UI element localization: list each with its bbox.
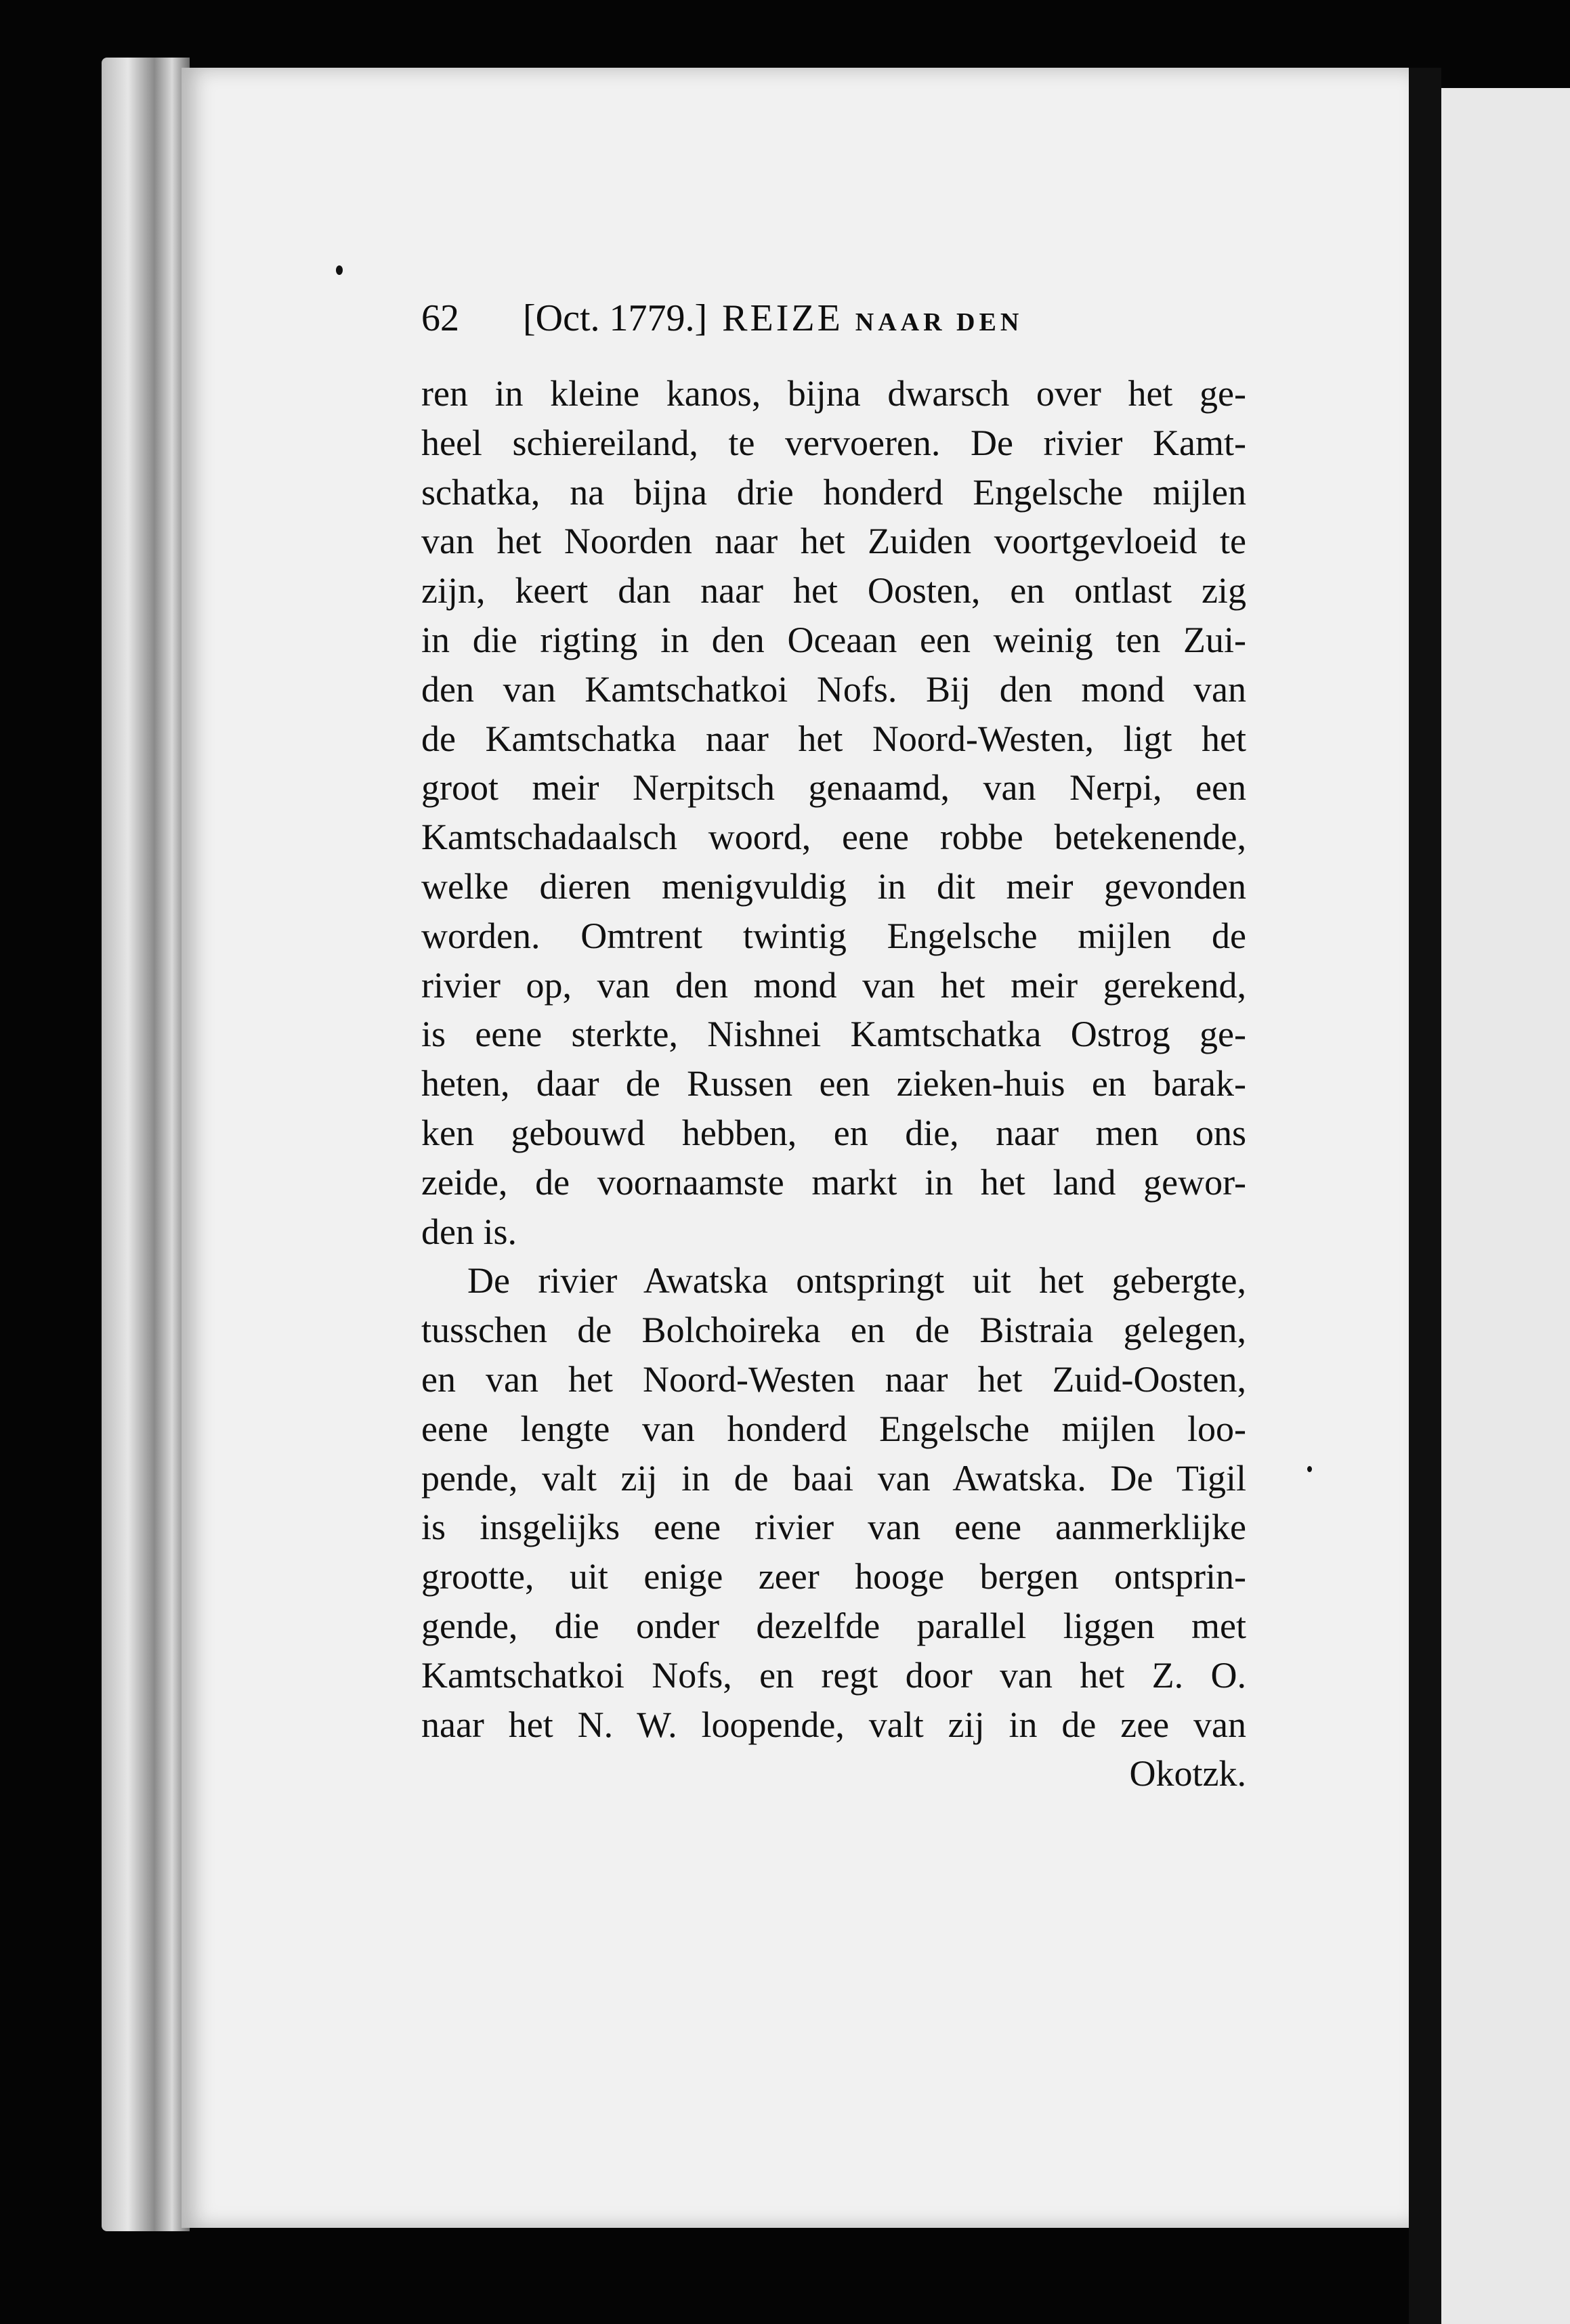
text-line: zijn, keert dan naar het Oosten, en ontlast zig [421, 570, 1246, 611]
catchword: Okotzk. [1129, 1753, 1246, 1794]
gutter-shadow [1409, 68, 1441, 2324]
ink-speck [336, 265, 343, 275]
stacked-page-edges [102, 58, 190, 2231]
text-line: ren in kleine kanos, bijna dwarsch over het ge- [421, 373, 1246, 414]
page-header [421, 295, 1261, 342]
page-number: 62 [421, 297, 459, 339]
text-line: de Kamtschatka naar het Noord-Westen, ligt het [421, 718, 1246, 759]
text-line: pende, valt zij in de baai van Awatska. De Tigil [421, 1457, 1246, 1499]
text-line: van het Noorden naar het Zuiden voortgevloeid te [421, 521, 1246, 562]
text-line: in die rigting in den Oceaan een weinig ten Zui- [421, 619, 1246, 660]
text-line: Kamtschadaalsch woord, eene robbe betekenende, [421, 817, 1246, 858]
running-head-title: REIZE [722, 297, 843, 339]
text-line: rivier op, van den mond van het meir gerekend, [421, 964, 1246, 1006]
text-line: en van het Noord-Westen naar het Zuid-Oosten, [421, 1358, 1246, 1400]
text-line: tusschen de Bolchoireka en de Bistraia gelegen, [421, 1310, 1246, 1351]
body-text [421, 369, 1246, 1799]
text-line: gende, die onder dezelfde parallel liggen met [421, 1605, 1246, 1646]
text-line: eene lengte van honderd Engelsche mijlen loo- [421, 1408, 1246, 1449]
ink-speck [1307, 1466, 1312, 1472]
text-line: heten, daar de Russen een zieken-huis en barak- [421, 1063, 1246, 1104]
text-line: welke dieren menigvuldig in dit meir gevonden [421, 865, 1246, 907]
text-line: den van Kamtschatkoi Nofs. Bij den mond van [421, 668, 1246, 710]
date-note: [Oct. 1779.] [523, 297, 708, 339]
text-line: zeide, de voornaamste markt in het land gewor- [421, 1161, 1246, 1203]
paragraph-end-line: den is. [421, 1211, 517, 1252]
text-line: Kamtschatkoi Nofs, en regt door van het Z. O. [421, 1654, 1246, 1696]
facing-page-edge [1441, 88, 1570, 2324]
text-line: worden. Omtrent twintig Engelsche mijlen de [421, 915, 1246, 956]
text-line: is eene sterkte, Nishnei Kamtschatka Ostrog ge- [421, 1014, 1246, 1055]
text-line: schatka, na bijna drie honderd Engelsche mijlen [421, 471, 1246, 513]
text-line: groot meir Nerpitsch genaamd, van Nerpi, een [421, 767, 1246, 809]
running-head-subtitle: NAAR DEN [855, 308, 1023, 337]
text-line: heel schiereiland, te vervoeren. De rivier Kamt- [421, 422, 1246, 463]
paragraph-start-line: De rivier Awatska ontspringt uit het gebergte, [467, 1260, 1246, 1301]
text-line: grootte, uit enige zeer hooge bergen ontsprin- [421, 1556, 1246, 1597]
text-line: ken gebouwd hebben, en die, naar men ons [421, 1112, 1246, 1153]
text-line: is insgelijks eene rivier van eene aanmerklijke [421, 1507, 1246, 1548]
text-line: naar het N. W. loopende, valt zij in de zee van [421, 1704, 1246, 1745]
